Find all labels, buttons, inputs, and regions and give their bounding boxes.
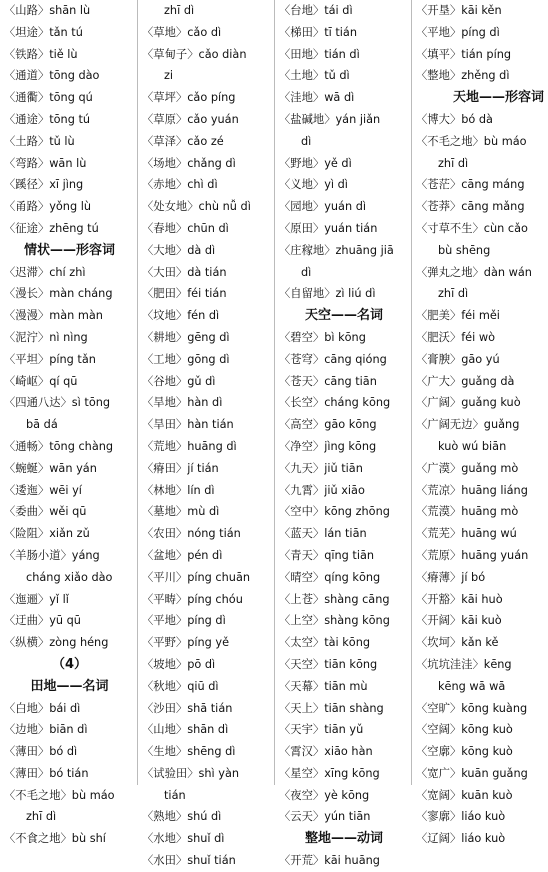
entry-line: 〈高空〉gāo kōng bbox=[279, 418, 377, 432]
entry-line: 〈草坪〉cǎo píng bbox=[142, 91, 236, 105]
entry-line: 〈春地〉chūn dì bbox=[142, 221, 229, 235]
entry-continuation: kēng wā wā bbox=[438, 679, 506, 693]
entry-line: 〈四通八达〉sì tōng bbox=[4, 396, 111, 410]
entry-line: 〈旱田〉hàn tián bbox=[142, 418, 234, 432]
entry-line: 〈蹊径〉xī jìng bbox=[4, 178, 84, 192]
entry-line: 〈平地〉píng dì bbox=[416, 25, 500, 39]
entry-line: 〈平坦〉píng tǎn bbox=[4, 352, 96, 366]
entry-line: 〈土地〉tǔ dì bbox=[279, 69, 350, 83]
entry-line: 〈坑坑洼洼〉kēng bbox=[416, 657, 512, 671]
entry-line: 〈霄汉〉xiāo hàn bbox=[279, 745, 373, 759]
entry-line: 〈山地〉shān dì bbox=[142, 723, 229, 737]
entry-line: 〈坦途〉tǎn tú bbox=[4, 25, 83, 39]
entry-line: 〈水田〉shuǐ tián bbox=[142, 854, 236, 868]
entry-line: 〈星空〉xīng kōng bbox=[279, 766, 380, 780]
entry-line: 〈开垦〉kāi kěn bbox=[416, 4, 502, 17]
entry-line: 〈广漠〉guǎng mò bbox=[416, 461, 519, 475]
entry-line: 〈工地〉gōng dì bbox=[142, 352, 230, 366]
entry-line: 〈宽广〉kuān guǎng bbox=[416, 766, 528, 780]
entry-line: 〈田地〉tián dì bbox=[279, 47, 360, 61]
entry-line: 〈迂曲〉yū qū bbox=[4, 614, 81, 628]
entry-line: 〈开阔〉kāi kuò bbox=[416, 614, 502, 628]
entry-line: 〈草甸子〉cǎo diàn bbox=[142, 47, 247, 61]
entry-line: 〈云天〉yún tiān bbox=[279, 810, 371, 824]
entry-line: 〈义地〉yì dì bbox=[279, 178, 348, 192]
entry-line: 〈夜空〉yè kōng bbox=[279, 788, 370, 802]
entry-line: 〈旱地〉hàn dì bbox=[142, 396, 223, 410]
entry-continuation: dì bbox=[301, 134, 312, 148]
entry-line: 〈农田〉nóng tián bbox=[142, 527, 241, 541]
entry-line: 〈薄田〉bó dì bbox=[4, 745, 78, 759]
entry-line: 〈空廓〉kōng kuò bbox=[416, 745, 513, 759]
entry-line: 〈天宇〉tiān yǔ bbox=[279, 723, 364, 737]
entry-continuation: bù shēng bbox=[438, 243, 491, 257]
entry-line: 〈羊肠小道〉yáng bbox=[4, 548, 100, 562]
entry-line: 〈园地〉yuán dì bbox=[279, 200, 367, 214]
entry-line: 〈晴空〉qíng kōng bbox=[279, 570, 381, 584]
entry-line: 〈净空〉jìng kōng bbox=[279, 439, 377, 453]
entry-line: 〈墓地〉mù dì bbox=[142, 505, 220, 519]
entry-line: 〈秋地〉qiū dì bbox=[142, 679, 219, 693]
entry-line: 〈寸草不生〉cùn cǎo bbox=[416, 221, 528, 235]
entry-line: 〈平川〉píng chuān bbox=[142, 570, 251, 584]
entry-line: 〈博大〉bó dà bbox=[416, 112, 493, 126]
entry-line: 〈蜿蜒〉wān yán bbox=[4, 461, 97, 475]
entry-line: 〈通衢〉tōng qú bbox=[4, 91, 93, 105]
entry-line: 〈征途〉zhēng tú bbox=[4, 221, 99, 235]
entry-line: 〈广大〉guǎng dà bbox=[416, 374, 515, 388]
entry-continuation: cháng xiǎo dào bbox=[26, 570, 113, 584]
entry-line: 〈险阻〉xiǎn zǔ bbox=[4, 527, 90, 541]
entry-continuation: zhī dì bbox=[26, 810, 57, 824]
entry-line: 〈开荒〉kāi huāng bbox=[279, 854, 380, 868]
column-4 bbox=[411, 0, 548, 846]
entry-line: 〈荒凉〉huāng liáng bbox=[416, 483, 528, 497]
entry-line: 〈平地〉píng dì bbox=[142, 614, 226, 628]
entry-line: 〈土路〉tǔ lù bbox=[4, 134, 75, 148]
entry-line: 〈天幕〉tiān mù bbox=[279, 679, 368, 693]
entry-line: 〈坟地〉fén dì bbox=[142, 309, 220, 323]
entry-line: 〈瘠薄〉jí bó bbox=[416, 570, 486, 584]
entry-line: 〈自留地〉zì liú dì bbox=[279, 287, 376, 301]
entry-line: 〈辽阔〉liáo kuò bbox=[416, 832, 506, 846]
entry-line: 〈处女地〉chù nǚ dì bbox=[142, 200, 251, 214]
entry-line: 〈整地〉zhěng dì bbox=[416, 69, 510, 83]
entry-line: 〈庄稼地〉zhuāng jiā bbox=[279, 243, 394, 257]
entry-line: 〈大田〉dà tián bbox=[142, 265, 227, 279]
entry-line: 〈草泽〉cǎo zé bbox=[142, 134, 224, 148]
entry-line: 〈肥田〉féi tián bbox=[142, 287, 227, 301]
entry-line: 〈填平〉tián píng bbox=[416, 47, 512, 61]
entry-line: 〈青天〉qīng tiān bbox=[279, 548, 375, 562]
entry-line: 〈坡地〉pō dì bbox=[142, 657, 216, 671]
entry-line: 〈纵横〉zòng héng bbox=[4, 636, 109, 650]
entry-line: 〈广阔〉guǎng kuò bbox=[416, 396, 521, 410]
section-heading: 情状——形容词 bbox=[23, 242, 115, 258]
entry-line: 〈草原〉cǎo yuán bbox=[142, 112, 239, 126]
entry-line: 〈平野〉píng yě bbox=[142, 636, 230, 650]
entry-line: 〈熟地〉shú dì bbox=[142, 810, 222, 824]
entry-line: 〈逶迤〉wēi yí bbox=[4, 483, 82, 497]
entry-line: 〈漫漫〉màn màn bbox=[4, 309, 103, 323]
entry-line: 〈野地〉yě dì bbox=[279, 156, 352, 170]
column-1 bbox=[0, 0, 137, 846]
entry-line: 〈盐碱地〉yán jiǎn bbox=[279, 112, 381, 126]
entry-line: 〈坎坷〉kǎn kě bbox=[416, 636, 499, 650]
entry-line: 〈林地〉lín dì bbox=[142, 483, 215, 497]
entry-line: 〈空阔〉kōng kuò bbox=[416, 723, 513, 737]
entry-line: 〈迤逦〉yǐ lǐ bbox=[4, 592, 69, 606]
entry-line: 〈碧空〉bì kōng bbox=[279, 330, 366, 344]
entry-line: 〈试验田〉shì yàn bbox=[142, 766, 240, 780]
entry-line: 〈长空〉cháng kōng bbox=[279, 396, 391, 410]
entry-line: 〈场地〉chǎng dì bbox=[142, 156, 236, 170]
entry-continuation: zhī dì bbox=[438, 287, 469, 301]
entry-line: 〈寥廓〉liáo kuò bbox=[416, 810, 506, 824]
entry-line: 〈泥泞〉nì nìng bbox=[4, 330, 88, 344]
entry-line: 〈不食之地〉bù shí bbox=[4, 832, 106, 846]
entry-line: 〈荒芜〉huāng wú bbox=[416, 527, 517, 541]
entry-line: 〈不毛之地〉bù máo bbox=[4, 788, 115, 802]
entry-line: 〈肥美〉féi měi bbox=[416, 309, 500, 323]
entry-line: 〈不毛之地〉bù máo bbox=[416, 134, 527, 148]
entry-line: 〈空旷〉kōng kuàng bbox=[416, 701, 528, 715]
column-2 bbox=[137, 0, 274, 868]
entry-line: 〈苍穹〉cāng qióng bbox=[279, 352, 387, 366]
section-heading: 天地——形容词 bbox=[452, 90, 544, 106]
entry-line: 〈草地〉cǎo dì bbox=[142, 25, 222, 39]
entry-line: 〈上苍〉shàng cāng bbox=[279, 592, 390, 606]
entry-line: 〈瘠田〉jí tián bbox=[142, 461, 219, 475]
entry-line: 〈膏腴〉gāo yú bbox=[416, 352, 500, 366]
entry-continuation: kuò wú biān bbox=[438, 439, 507, 453]
entry-line: 〈耕地〉gēng dì bbox=[142, 330, 230, 344]
entry-continuation: tián bbox=[164, 788, 186, 802]
entry-line: 〈委曲〉wěi qū bbox=[4, 505, 87, 519]
entry-line: 〈苍茫〉cāng máng bbox=[416, 178, 525, 192]
entry-continuation: zi bbox=[164, 69, 174, 83]
entry-line: 〈盆地〉pén dì bbox=[142, 548, 223, 562]
entry-line: 〈通途〉tōng tú bbox=[4, 112, 91, 126]
entry-line: 〈荒原〉huāng yuán bbox=[416, 548, 529, 562]
entry-line: 〈苍天〉cāng tiān bbox=[279, 374, 377, 388]
entry-line: 〈漫长〉màn cháng bbox=[4, 287, 113, 301]
entry-line: 〈广阔无边〉guǎng bbox=[416, 418, 520, 432]
entry-line: 〈洼地〉wā dì bbox=[279, 91, 355, 105]
entry-line: 〈台地〉tái dì bbox=[279, 4, 353, 17]
entry-line: 〈白地〉bái dì bbox=[4, 701, 81, 715]
section-heading: 整地——动词 bbox=[304, 831, 383, 847]
entry-line: 〈蓝天〉lán tiān bbox=[279, 527, 367, 541]
entry-line: 〈梯田〉tī tián bbox=[279, 25, 357, 39]
entry-line: 〈荒漠〉huāng mò bbox=[416, 505, 519, 519]
entry-line: 〈通畅〉tōng chàng bbox=[4, 439, 114, 453]
entry-line: 〈宽阔〉kuān kuò bbox=[416, 788, 513, 802]
entry-line: 〈生地〉shēng dì bbox=[142, 745, 236, 759]
entry-line: 〈谷地〉gǔ dì bbox=[142, 374, 216, 388]
entry-line: 〈沙田〉shā tián bbox=[142, 701, 233, 715]
entry-line: 〈甬路〉yǒng lù bbox=[4, 200, 92, 214]
entry-line: 〈赤地〉chì dì bbox=[142, 178, 218, 192]
entry-line: 〈边地〉biān dì bbox=[4, 723, 88, 737]
entry-line: 〈上空〉shàng kōng bbox=[279, 614, 390, 628]
entry-continuation: dì bbox=[301, 265, 312, 279]
entry-line: 〈弹丸之地〉dàn wán bbox=[416, 265, 532, 279]
entry-line: 〈平畴〉píng chóu bbox=[142, 592, 243, 606]
section-heading: 天空——名词 bbox=[304, 308, 383, 324]
entry-line: 〈九霄〉jiǔ xiāo bbox=[279, 483, 365, 497]
entry-line: 〈太空〉tài kōng bbox=[279, 636, 371, 650]
entry-line: 〈苍莽〉cāng mǎng bbox=[416, 200, 525, 214]
entry-line: 〈薄田〉bó tián bbox=[4, 766, 89, 780]
entry-line: 〈山路〉shān lù bbox=[4, 4, 91, 17]
section-number: （4） bbox=[51, 656, 88, 672]
entry-line: 〈弯路〉wān lù bbox=[4, 156, 87, 170]
entry-line: 〈九天〉jiǔ tiān bbox=[279, 461, 363, 475]
entry-line: 〈大地〉dà dì bbox=[142, 243, 216, 257]
entry-line: 〈空中〉kōng zhōng bbox=[279, 505, 390, 519]
section-heading: 田地——名词 bbox=[30, 678, 109, 694]
entry-line: 〈迟滞〉chí zhì bbox=[4, 265, 86, 279]
entry-line: 〈崎岖〉qí qū bbox=[4, 374, 78, 388]
entry-line: 〈天空〉tiān kōng bbox=[279, 657, 378, 671]
entry-line: 〈开豁〉kāi huò bbox=[416, 592, 503, 606]
entry-continuation: zhī dì bbox=[438, 156, 469, 170]
entry-line: 〈原田〉yuán tián bbox=[279, 221, 378, 235]
entry-line: 〈通道〉tōng dào bbox=[4, 69, 100, 83]
column-3 bbox=[274, 0, 411, 868]
entry-continuation: bā dá bbox=[26, 418, 58, 432]
entry-line: 〈水地〉shuǐ dì bbox=[142, 832, 225, 846]
entry-line: 〈铁路〉tiě lù bbox=[4, 47, 78, 61]
entry-line: 〈天上〉tiān shàng bbox=[279, 701, 384, 715]
entry-line: 〈肥沃〉féi wò bbox=[416, 330, 495, 344]
entry-line: 〈荒地〉huāng dì bbox=[142, 439, 237, 453]
entry-continuation: zhī dì bbox=[164, 4, 195, 17]
